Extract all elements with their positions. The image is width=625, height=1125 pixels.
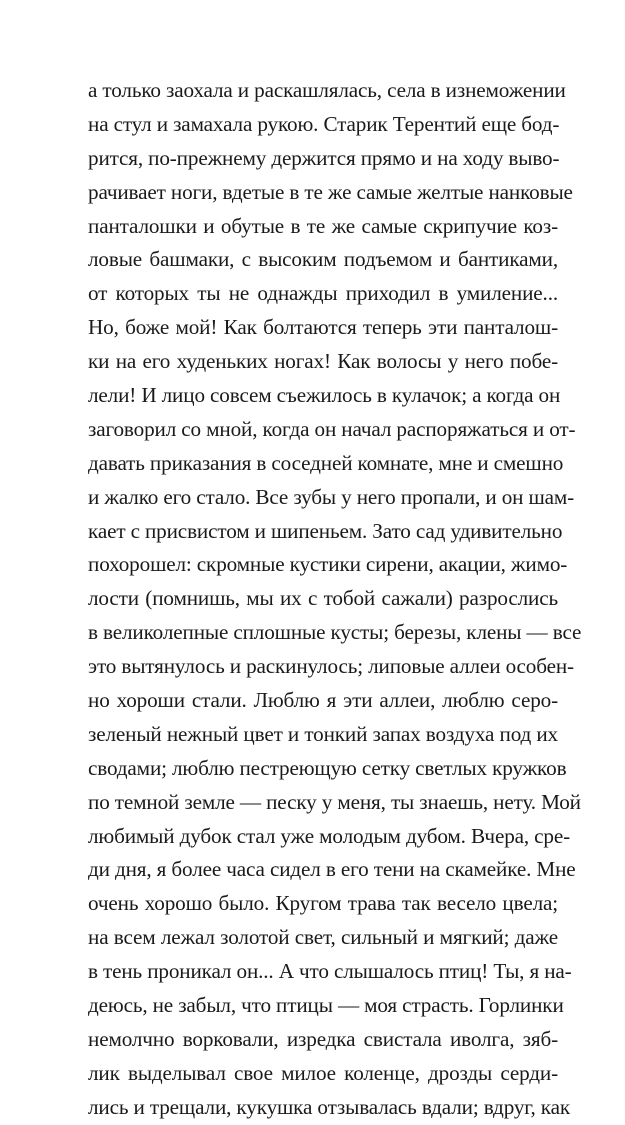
text-line: это вытянулось и раскинулось; липовые аллеи особен- (88, 654, 574, 679)
text-line: рачивает ноги, вдетые в те же самые желтые нанковые (88, 179, 573, 204)
text-line: заговорил со мной, когда он начал распоряжаться и от- (88, 416, 576, 441)
text-line: лик выделывал свое милое коленце, дрозды серди- (88, 1060, 558, 1085)
text-line: на стул и замахала рукою. Старик Терентий еще бод- (88, 111, 560, 136)
text-line: Но, боже мой! Как болтаются теперь эти панталош- (88, 315, 558, 340)
text-line: панталошки и обутые в те же самые скрипучие коз- (88, 213, 558, 238)
text-line: ловые башмаки, с высоким подъемом и бантиками, (88, 247, 558, 272)
text-line: на всем лежал золотой свет, сильный и мягкий; даже (88, 925, 558, 950)
text-line: сводами; люблю пестреющую сетку светлых кружков (88, 755, 567, 780)
text-line: ки на его худеньких ногах! Как волосы у него побе- (88, 349, 558, 374)
text-line: деюсь, не забыл, что птицы — моя страсть. Горлинки (88, 993, 564, 1018)
text-line: зеленый нежный цвет и тонкий запах воздуха под их (88, 721, 558, 746)
text-line: а только заохала и раскашлялась, села в изнеможении (88, 78, 566, 102)
text-line: давать приказания в соседней комнате, мне и смешно (88, 450, 564, 475)
text-line: рится, по-прежнему держится прямо и на ходу выво- (88, 145, 560, 170)
body-text (88, 74, 582, 1125)
text-line: и жалко его стало. Все зубы у него пропали, и он шам- (88, 484, 575, 509)
text-line: лости (помнишь, мы их с тобой сажали) разрослись (88, 586, 558, 611)
text-line: от которых ты не однажды приходил в умиление... (88, 281, 558, 306)
text-line: по темной земле — песку у меня, ты знаешь, нету. Мой (88, 789, 581, 814)
text-line: похорошел: скромные кустики сирени, акации, жимо- (88, 552, 568, 577)
text-line: любимый дубок стал уже молодым дубом. Вчера, сре- (88, 823, 571, 848)
text-line: очень хорошо было. Кругом трава так весело цвела; (88, 891, 558, 916)
text-line: лели! И лицо совсем съежилось в кулачок; а когда он (88, 383, 561, 408)
text-line: лись и трещали, кукушка отзывалась вдали; вдруг, как (88, 1094, 570, 1119)
text-line: но хороши стали. Люблю я эти аллеи, люблю серо- (88, 688, 558, 713)
text-line: немолчно ворковали, изредка свистала иволга, зяб- (88, 1026, 558, 1051)
text-line: ди дня, я более часа сидел в его тени на скамейке. Мне (88, 857, 576, 882)
text-line: кает с присвистом и шипеньем. Зато сад удивительно (88, 518, 563, 543)
text-line: в великолепные сплошные кусты; березы, клены — все (88, 620, 582, 645)
text-line: в тень проникал он... А что слышалось птиц! Ты, я на- (88, 959, 572, 984)
